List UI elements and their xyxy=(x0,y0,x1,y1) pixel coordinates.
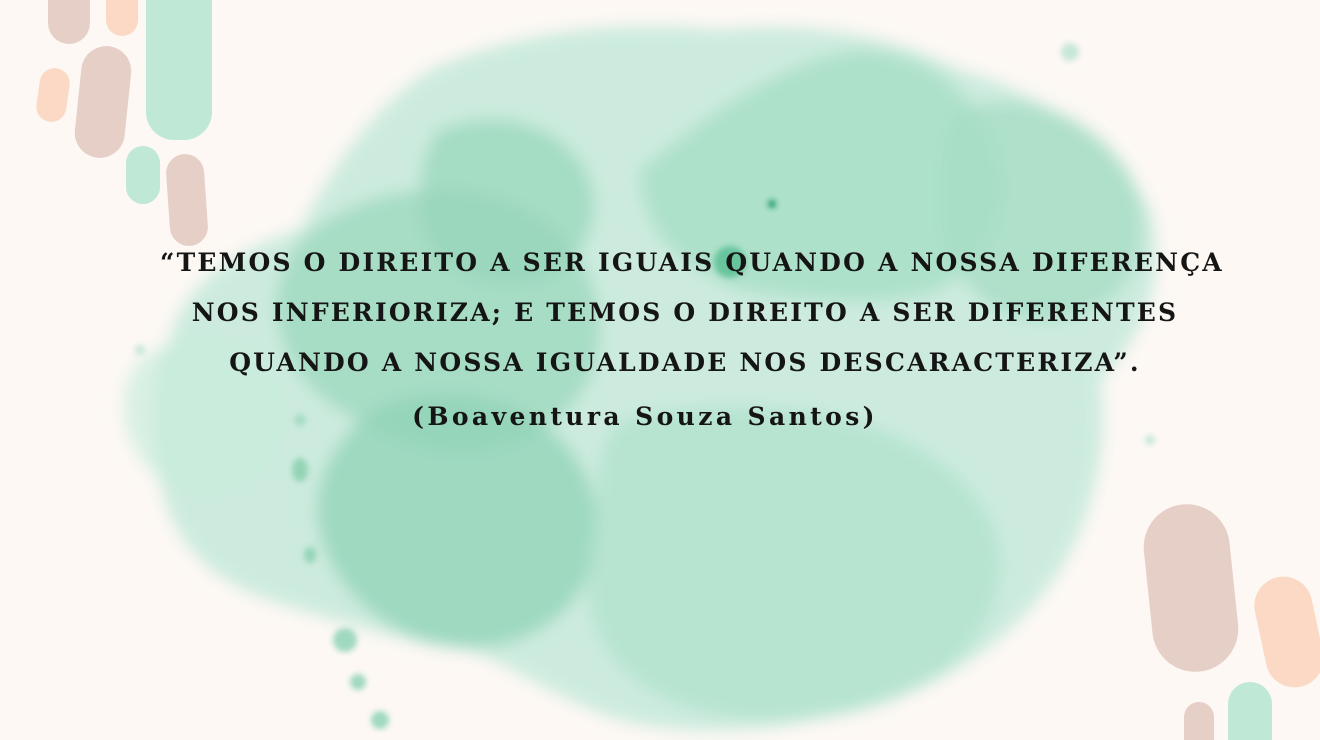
quote-line-1: “TEMOS O DIREITO A SER IGUAIS QUANDO A NOSSA DIFERENÇA xyxy=(160,248,1224,277)
quote-line-2: NOS INFERIORIZA; E TEMOS O DIREITO A SER DIFERENTES xyxy=(191,298,1179,327)
quote-block xyxy=(160,238,1224,388)
quote-line-3: QUANDO A NOSSA IGUALDADE NOS DESCARACTERIZA”. xyxy=(229,348,1141,377)
brush-strokes-bottom-right xyxy=(1139,500,1320,740)
quote-author: (Boaventura Souza Santos) xyxy=(412,402,878,431)
quote-text xyxy=(160,238,1224,388)
brush-strokes-top-left xyxy=(34,0,212,247)
